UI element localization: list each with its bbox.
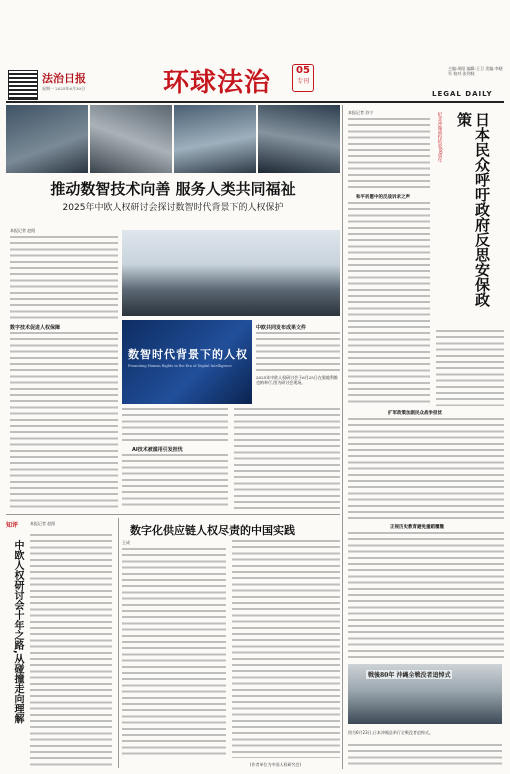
lead-body-text bbox=[10, 332, 118, 510]
issue-label: 专刊 bbox=[296, 78, 309, 85]
feature-body-text bbox=[122, 548, 226, 758]
lead-photo-strip bbox=[6, 105, 340, 173]
right-section-heading: 和平祈愿中的反战诉求之声 bbox=[356, 195, 410, 200]
lead-subheadline: 2025年中欧人权研讨会探讨数智时代背景下的人权保护 bbox=[62, 203, 284, 213]
lead-body-text bbox=[122, 454, 228, 510]
issue-number: 05 bbox=[296, 65, 310, 76]
right-body-text bbox=[348, 202, 430, 406]
right-photo-caption: 图为6月23日,日本冲绳县举行全戦没者追悼式。 bbox=[348, 730, 433, 735]
right-body-text bbox=[348, 418, 504, 520]
qr-code-icon bbox=[8, 70, 38, 100]
right-section-heading: 正视历史教育避免重蹈覆辙 bbox=[390, 525, 444, 530]
right-headline: 日本民众呼吁政府反思安保政策 bbox=[455, 112, 491, 307]
column-divider bbox=[118, 518, 119, 768]
feature-footnote: (作者单位为中国人权研究会) bbox=[250, 762, 302, 767]
photo-caption: 2025年中欧人权研讨会于6月25日在奥地利维也纳举行,图为研讨会现场。 bbox=[256, 375, 338, 385]
lead-body-text bbox=[256, 332, 340, 372]
right-section-heading: 扩军政策加剧民众战争担忧 bbox=[388, 411, 442, 416]
lead-photo bbox=[90, 105, 172, 173]
lead-body-text bbox=[122, 408, 228, 442]
masthead bbox=[0, 0, 510, 100]
lead-section-heading: 中欧共同发布成果文件 bbox=[256, 325, 307, 331]
english-masthead: LEGAL DAILY bbox=[432, 90, 493, 98]
conference-photo bbox=[122, 230, 340, 316]
commentary-byline: 本报记者 赵阳 bbox=[30, 521, 56, 526]
memorial-banner-text: 戦後80年 沖縄全戦没者追悼式 bbox=[368, 672, 451, 679]
feature-body-text bbox=[232, 540, 340, 758]
lead-section-heading: AI技术被滥用引发担忧 bbox=[132, 447, 183, 453]
banner-title: 数智时代背景下的人权 bbox=[128, 348, 248, 361]
banner-english: Promoting Human Rights in the Era of Digital Intelligence bbox=[128, 364, 232, 368]
lead-body-text bbox=[10, 236, 118, 320]
commentary-body-text bbox=[30, 534, 112, 766]
lead-photo bbox=[174, 105, 256, 173]
feature-headline: 数字化供应链人权尽责的中国实践 bbox=[130, 524, 295, 537]
right-body-text bbox=[348, 532, 504, 660]
newspaper-brand: 法治日报 bbox=[42, 72, 86, 85]
page-title: 环球法治 bbox=[163, 68, 272, 98]
lead-byline: 本报记者 赵阳 bbox=[10, 228, 36, 233]
okinawa-memorial-photo bbox=[348, 664, 502, 724]
issue-badge bbox=[292, 64, 314, 92]
feature-byline: 王成 bbox=[122, 540, 130, 545]
lead-photo bbox=[258, 105, 340, 173]
lead-body-text bbox=[234, 408, 340, 510]
right-kicker: 纪念冲绳战役结束80周年 bbox=[437, 112, 442, 163]
date-line: 星期一 2025年6月30日 bbox=[42, 86, 86, 91]
conference-banner-photo bbox=[122, 320, 252, 404]
lead-section-heading: 数字技术促进人权保障 bbox=[10, 325, 61, 331]
right-byline: 本报记者 苏宁 bbox=[348, 110, 374, 115]
right-body-text bbox=[436, 330, 504, 406]
masthead-rule bbox=[6, 101, 504, 103]
column-divider bbox=[342, 105, 343, 769]
lead-headline: 推动数智技术向善 服务人类共同福祉 bbox=[50, 180, 296, 198]
section-divider bbox=[6, 514, 340, 515]
commentary-tag: 知评 bbox=[6, 522, 19, 529]
editor-credits: 主编:胡阳 编辑:王卫 美编:李晓军 校对:张剑秋 bbox=[448, 66, 503, 76]
lead-photo bbox=[6, 105, 88, 173]
right-body-text bbox=[348, 118, 430, 190]
commentary-headline: 中欧人权研讨会十年之路,从碰撞走向理解 bbox=[12, 540, 23, 724]
right-body-text bbox=[348, 744, 502, 766]
